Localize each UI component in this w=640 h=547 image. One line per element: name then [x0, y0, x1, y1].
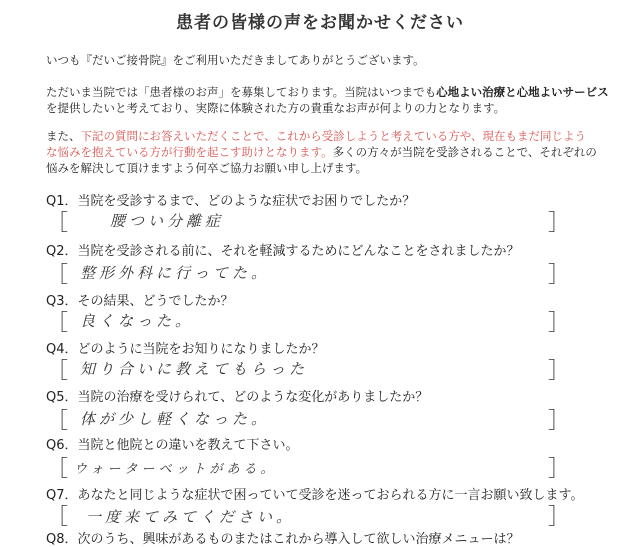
answer-6-bracket-left: ［: [46, 457, 69, 482]
question-2: Q2．当院を受診される前に、それを軽減するためにどんなことをされましたか？: [46, 244, 520, 259]
answer-6: ウォーターベットがある。: [74, 462, 278, 477]
question-1: Q1．当院を受診するまで、どのような症状でお困りでしたか？: [46, 194, 416, 209]
intro-2-line3: 悩みを解決して頂けますよう何卒ご協力お願い申し上げます。: [46, 161, 368, 175]
answer-1-bracket-left: ［: [46, 211, 69, 236]
answer-6-bracket-right: ］: [548, 457, 571, 482]
intro-2-line1-prefix: また、: [46, 129, 81, 143]
answer-2-bracket-right: ］: [548, 263, 571, 288]
answer-3-bracket-right: ］: [548, 311, 571, 336]
answer-4-bracket-left: ［: [46, 359, 69, 384]
intro-paragraph-2: [46, 128, 597, 176]
answer-4-bracket-right: ］: [548, 359, 571, 384]
intro-1-line1: ただいま当院では「患者様のお声」を募集しております。当院はいつまでも: [46, 85, 437, 99]
answer-3: 良くなった。: [80, 312, 195, 330]
answer-7-bracket-right: ］: [548, 505, 571, 530]
intro-2-line2: 多くの方々が当院を受診されることで、それぞれの: [332, 145, 597, 159]
intro-1-line2: を提供したいと考えており、実際に体験された方の貴重なお声が何よりの力となります。: [46, 101, 506, 115]
intro-greeting: いつも『だいご接骨院』をご利用いただきましてありがとうございます。: [46, 53, 425, 67]
intro-1-line1-bold: 心地よい治療と心地よいサービス: [436, 85, 609, 99]
answer-5-bracket-right: ］: [548, 409, 571, 434]
answer-7: 一度来てみてください。: [86, 508, 296, 526]
answer-2-bracket-left: ［: [46, 263, 69, 288]
question-5: Q5．当院の治療を受けられて、どのような変化がありましたか？: [46, 390, 429, 405]
page-title: 患者の皆様の声をお聞かせください: [176, 13, 464, 33]
answer-2: 整形外科に行ってた。: [80, 264, 271, 282]
answer-4: 知り合いに教えてもらった: [80, 360, 309, 378]
question-4: Q4．どのように当院をお知りになりましたか？: [46, 342, 325, 357]
answer-1-bracket-right: ］: [548, 211, 571, 236]
question-7: Q7．あなたと同じような症状で困っていて受診を迷っておられる方に一言お願い致します。: [46, 488, 584, 503]
answer-5: 体が少し軽くなった。: [80, 410, 271, 428]
intro-paragraph-1: [46, 84, 609, 116]
answer-3-bracket-left: ［: [46, 311, 69, 336]
answer-7-bracket-left: ［: [46, 505, 69, 530]
question-6: Q6．当院と他院との違いを教えて下さい。: [46, 438, 299, 453]
answer-1: 腰つい分離症: [110, 212, 225, 230]
question-8: Q8．次のうち、興味があるものまたはこれから導入して欲しい治療メニューは？: [46, 532, 520, 547]
answer-5-bracket-left: ［: [46, 409, 69, 434]
question-3: Q3．その結果、どうでしたか？: [46, 294, 234, 309]
intro-2-line2-red: な悩みを抱えている方が行動を起こす助けとなります。: [46, 145, 333, 159]
intro-2-line1-red: 下記の質問にお答えいただくことで、これから受診しようと考えている方や、現在もまだ同じよう: [80, 129, 587, 143]
